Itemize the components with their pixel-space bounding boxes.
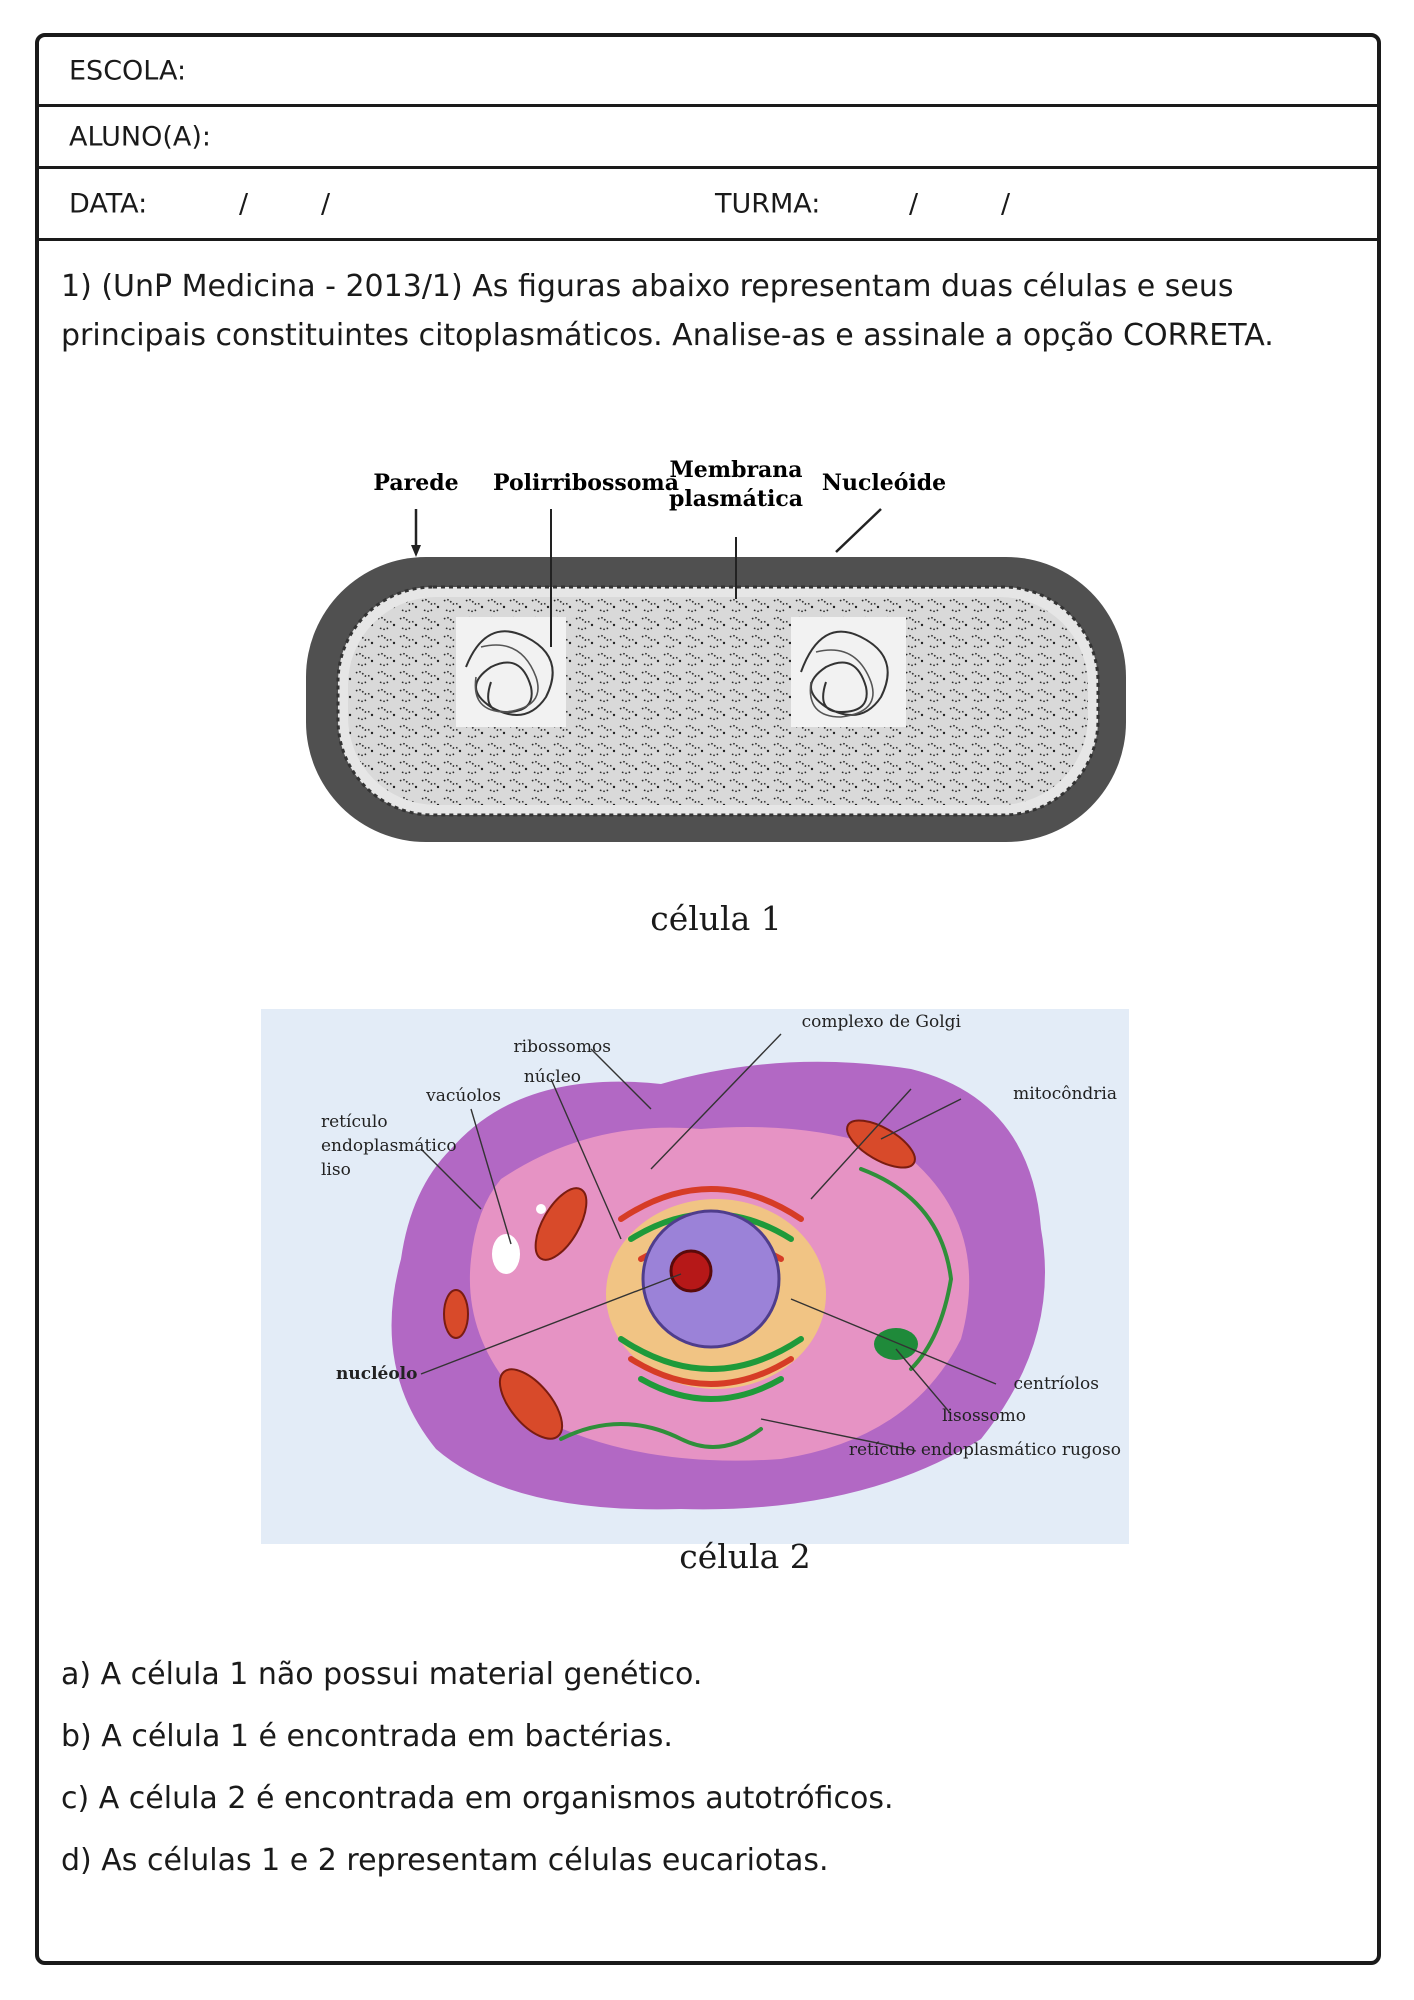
turma-slash-1: / bbox=[909, 188, 919, 219]
label-rel-1: retículo bbox=[321, 1112, 388, 1132]
label-membrana-1: Membrana bbox=[669, 457, 803, 483]
nucleolus bbox=[671, 1251, 711, 1291]
label-nucleo: núcleo bbox=[523, 1067, 581, 1087]
label-golgi: complexo de Golgi bbox=[801, 1012, 961, 1032]
data-slash-1: / bbox=[239, 188, 249, 219]
option-d[interactable]: d) As células 1 e 2 representam células eucariotas. bbox=[61, 1843, 829, 1878]
label-rel-3: liso bbox=[321, 1160, 351, 1180]
caption-cell-1: célula 1 bbox=[650, 899, 782, 938]
label-nucleolo: nucléolo bbox=[336, 1364, 418, 1384]
nucleoid-1 bbox=[456, 617, 566, 727]
worksheet bbox=[35, 33, 1381, 1965]
escola-label: ESCOLA: bbox=[69, 55, 187, 86]
turma-label: TURMA: bbox=[715, 188, 821, 219]
nucleoid-2 bbox=[791, 617, 906, 727]
aluno-label: ALUNO(A): bbox=[69, 121, 212, 152]
data-label: DATA: bbox=[69, 188, 148, 219]
label-mitocondria: mitocôndria bbox=[1013, 1084, 1117, 1104]
turma-slash-2: / bbox=[1001, 188, 1011, 219]
question-line-2: principais constituintes citoplasmáticos. Analise-as e assinale a opção CORRETA. bbox=[61, 318, 1274, 353]
label-membrana-2: plasmática bbox=[668, 486, 804, 512]
label-rel-2: endoplasmático bbox=[321, 1136, 457, 1156]
label-vacuolos: vacúolos bbox=[426, 1086, 501, 1106]
data-turma-row bbox=[39, 169, 1377, 241]
pointer-nucleoide bbox=[836, 509, 881, 552]
aluno-row bbox=[39, 107, 1377, 169]
option-b[interactable]: b) A célula 1 é encontrada em bactérias. bbox=[61, 1719, 673, 1754]
vacuole-2 bbox=[536, 1204, 546, 1214]
caption-cell-2: célula 2 bbox=[679, 1537, 811, 1576]
eukaryote-diagram bbox=[261, 1009, 1129, 1544]
vacuole-1 bbox=[492, 1234, 520, 1274]
figure-cell-2 bbox=[261, 1009, 1129, 1544]
escola-row bbox=[39, 37, 1377, 107]
question-text bbox=[61, 262, 1351, 360]
option-c[interactable]: c) A célula 2 é encontrada em organismos autotróficos. bbox=[61, 1781, 894, 1816]
label-lisossomo: lisossomo bbox=[942, 1406, 1026, 1426]
question-line-1: 1) (UnP Medicina - 2013/1) As figuras abaixo representam duas células e seus bbox=[61, 269, 1234, 304]
label-rer: retículo endoplasmático rugoso bbox=[848, 1440, 1121, 1460]
lysosome bbox=[874, 1328, 918, 1360]
label-ribossomos: ribossomos bbox=[513, 1037, 611, 1057]
option-a[interactable]: a) A célula 1 não possui material genético. bbox=[61, 1657, 703, 1692]
label-polirribossoma: Polirribossoma bbox=[493, 470, 679, 496]
label-parede: Parede bbox=[373, 470, 459, 496]
label-nucleoide: Nucleóide bbox=[821, 470, 947, 496]
prokaryote-diagram bbox=[266, 417, 1166, 897]
nucleus bbox=[643, 1211, 779, 1347]
figure-cell-1 bbox=[266, 417, 1166, 897]
label-centriolos: centríolos bbox=[1013, 1374, 1099, 1394]
data-slash-2: / bbox=[321, 188, 331, 219]
